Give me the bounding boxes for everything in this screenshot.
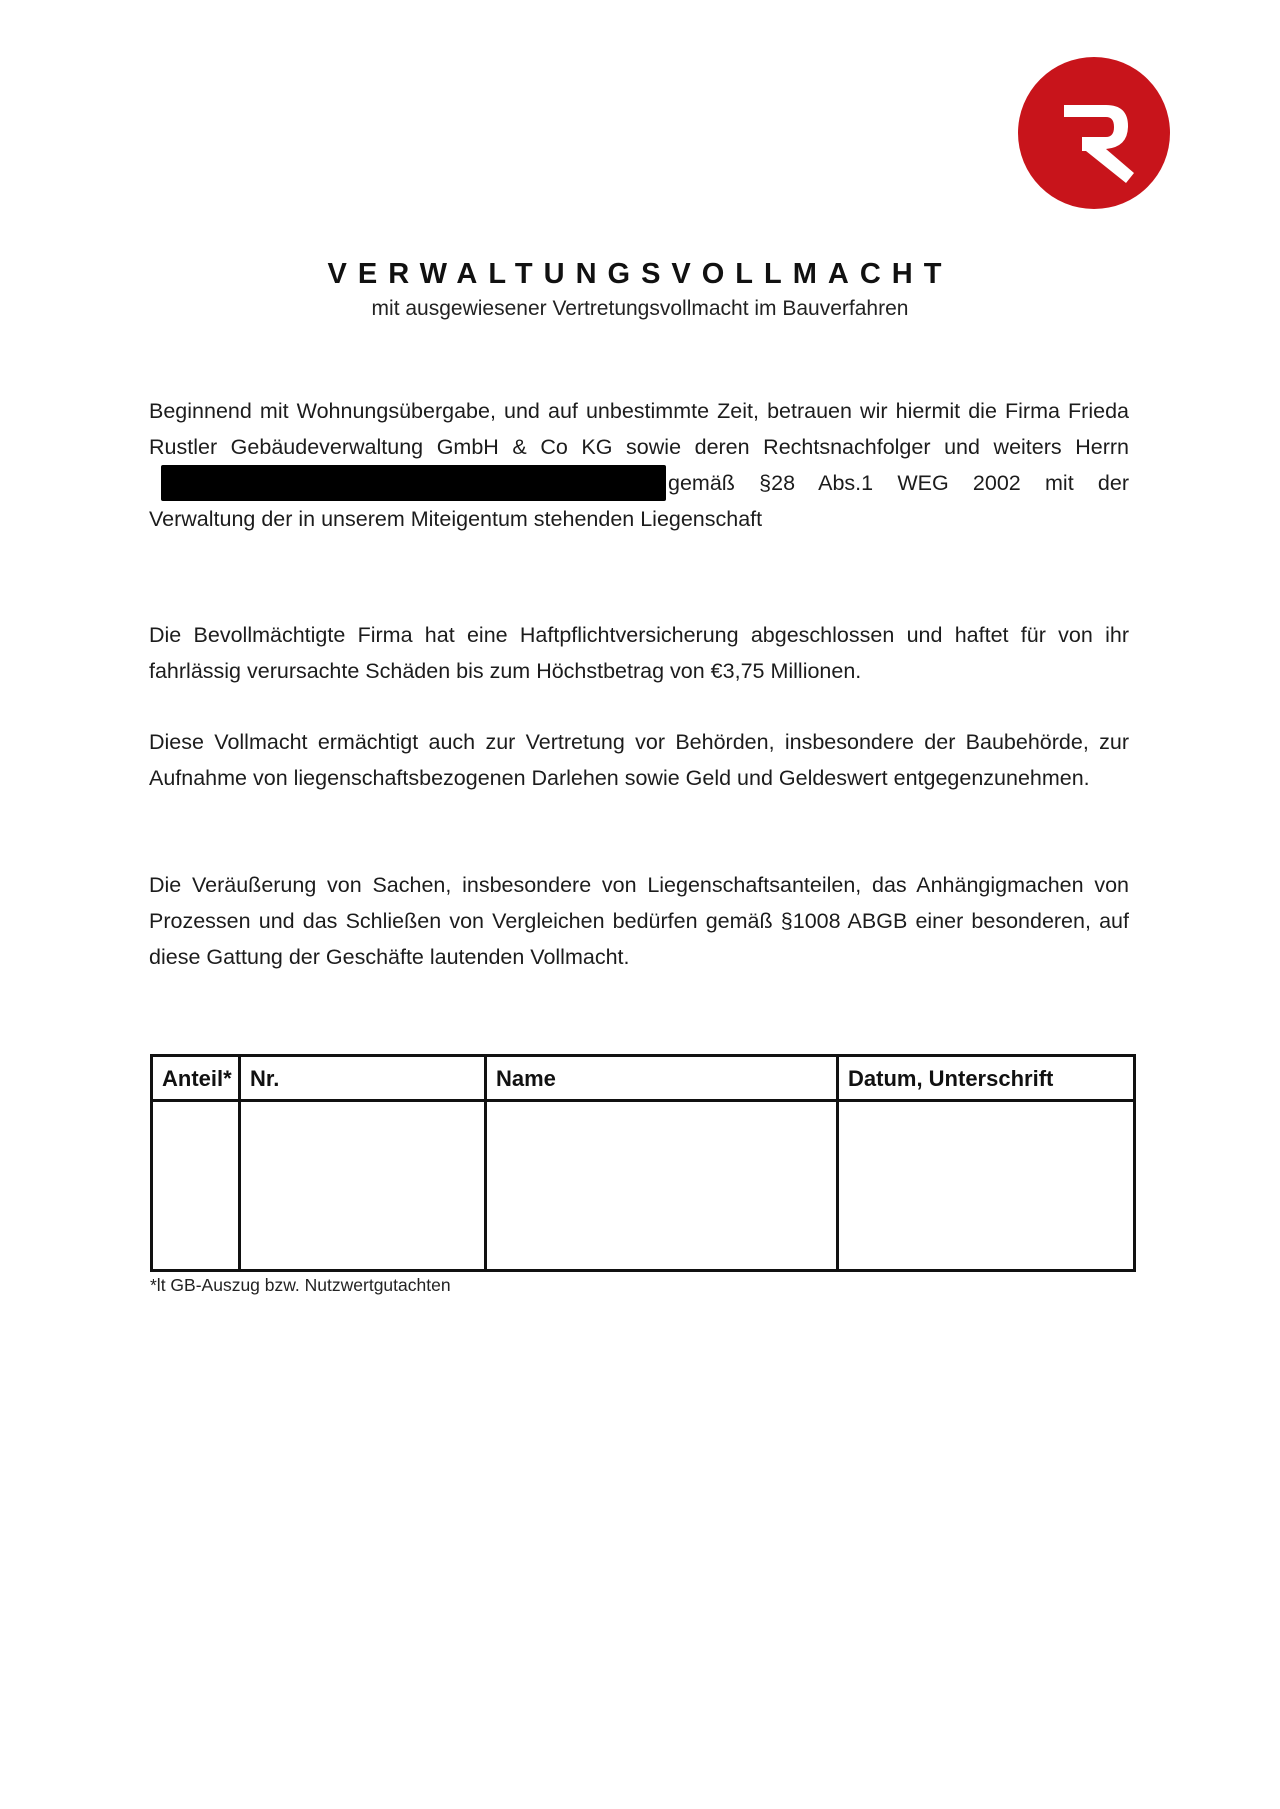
table-row <box>152 1101 1135 1271</box>
paragraph-insurance: Die Bevollmächtigte Firma hat eine Haftpflichtversicherung abgeschlossen und haftet für von ihr fahrlässig verursachte Schäden bis zum Höchstbetrag von €3,75 Millionen. <box>149 623 1129 683</box>
cell-name <box>486 1101 838 1271</box>
header-datum-unterschrift: Datum, Unterschrift <box>838 1056 1135 1101</box>
r-logo-icon <box>1018 57 1170 209</box>
paragraph-appointment-text-1: Beginnend mit Wohnungsübergabe, und auf unbestimmte Zeit, betrauen wir hiermit die Firma Frieda Rustler Gebäudeverwaltung GmbH & Co KG sowie deren Rechtsnachfolger und weiters Herrn <box>149 399 1129 459</box>
signature-table <box>150 1054 1136 1272</box>
paragraph-appointment-text-2: gemäß §28 Abs.1 WEG 2002 mit der Verwaltung der in unserem Miteigentum stehenden Liegenschaft <box>149 471 1129 531</box>
header-name: Name <box>486 1056 838 1101</box>
redacted-name-block <box>161 465 666 501</box>
header-nr: Nr. <box>240 1056 486 1101</box>
cell-signature <box>838 1101 1135 1271</box>
cell-anteil <box>152 1101 240 1271</box>
header-anteil: Anteil* <box>152 1056 240 1101</box>
footnote: *lt GB-Auszug bzw. Nutzwertgutachten <box>150 1275 451 1295</box>
document-subtitle: mit ausgewiesener Vertretungsvollmacht im Bauverfahren <box>371 297 909 320</box>
table-header-row <box>152 1056 1135 1101</box>
paragraph-restrictions: Die Veräußerung von Sachen, insbesondere von Liegenschaftsanteilen, das Anhängigmachen von Prozessen und das Schließen von Vergleichen bedürfen gemäß §1008 ABGB einer besonderen, auf diese Gattung der Geschäfte lautenden Vollmacht. <box>149 873 1129 969</box>
paragraph-appointment <box>149 393 1129 537</box>
cell-nr <box>240 1101 486 1271</box>
document-title: VERWALTUNGSVOLLMACHT <box>327 258 953 290</box>
paragraph-authority: Diese Vollmacht ermächtigt auch zur Vertretung vor Behörden, insbesondere der Baubehörde, zur Aufnahme von liegenschaftsbezogenen Darlehen sowie Geld und Geldeswert entgegenzunehmen. <box>149 730 1129 790</box>
